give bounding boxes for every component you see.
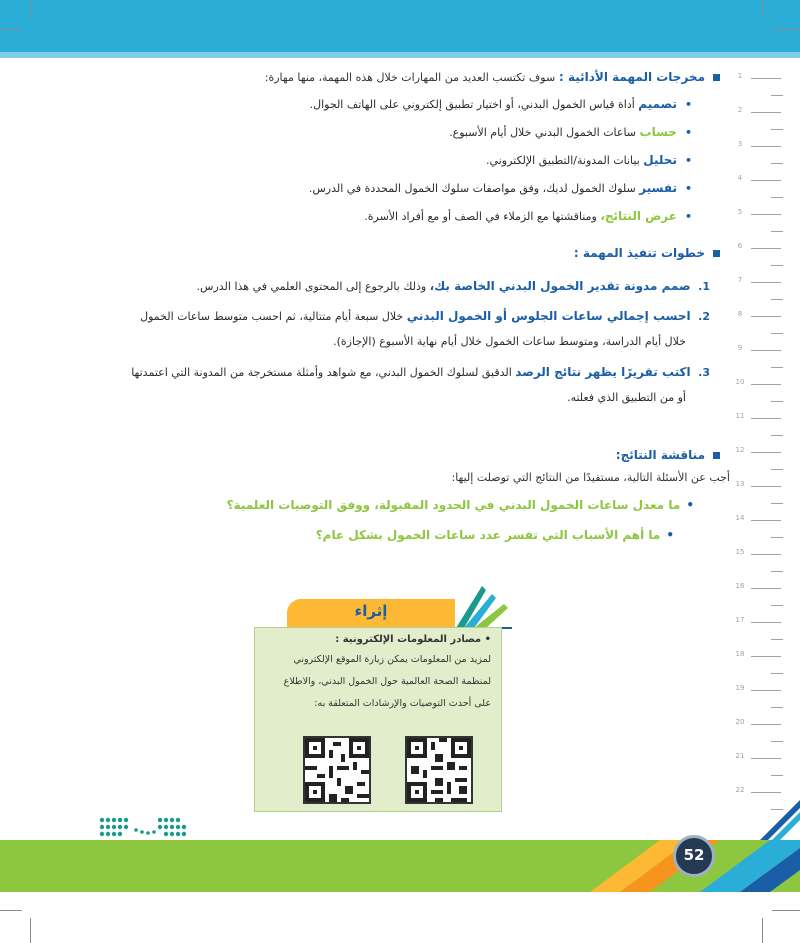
question-text: ما معدل ساعات الخمول البدني في الحدود المقبولة، ووفق التوصيات العلمية؟ [226,498,681,512]
ruler-number: 5 [737,208,743,216]
list-item [309,180,692,197]
list-item-text: ساعات الخمول البدني خلال أيام الأسبوع. [449,126,637,139]
enrichment-tab [287,599,455,627]
ruler-tick [751,724,781,725]
ruler-tick [771,401,783,402]
step-text: وذلك بالرجوع إلى المحتوى العلمي في هذا الدرس. [196,280,427,293]
ruler-tick [751,214,781,215]
ruler-tick [751,486,781,487]
enrichment-box [254,627,502,812]
bullet-icon: • [684,210,692,223]
crop-mark [762,918,763,943]
ruler-tick [751,622,781,623]
enrichment-text-line: لمنظمة الصحة العالمية حول الخمول البدني، والاطلاع [283,676,491,687]
page-number-badge [673,835,715,877]
ruler-number: 20 [735,718,745,726]
ruler-tick [751,248,781,249]
side-ruler [733,58,800,838]
ruler-tick [751,78,781,79]
qr-pattern [305,738,369,802]
discussion-heading [616,446,720,464]
list-item-text: سلوك الخمول لديك، وفق مواصفات سلوك الخمول المحددة في الدرس. [308,182,636,195]
qr-code-icon[interactable] [405,736,473,804]
ruler-tick [771,265,783,266]
ruler-tick [771,299,783,300]
ruler-tick [751,146,781,147]
list-item-text: بيانات المدونة/التطبيق الإلكتروني. [486,154,640,167]
ruler-number: 13 [735,480,745,488]
ruler-tick [771,95,783,96]
list-item [227,498,694,512]
ruler-tick [771,775,783,776]
bullet-icon: • [684,98,692,111]
ruler-tick [771,163,783,164]
ruler-tick [771,571,783,572]
outputs-heading [265,68,720,87]
ruler-number: 12 [735,446,745,454]
steps-heading [574,244,720,262]
ruler-number: 10 [735,378,745,386]
ruler-tick [751,350,781,351]
ruler-tick [771,197,783,198]
ruler-tick [771,469,783,470]
enrichment-title: إثراء [354,602,388,620]
ruler-tick [751,588,781,589]
ruler-tick [771,503,783,504]
crop-mark [772,910,800,911]
page-number: 52 [683,846,705,864]
step-keyword: صمم مدونة تقدير الخمول البدني الخاصة بك، [429,279,691,293]
ruler-tick [771,537,783,538]
ruler-number: 18 [735,650,745,658]
step-number: 2. [698,310,710,323]
discussion-intro-line [451,468,730,487]
crop-mark [0,910,22,911]
ruler-tick [771,333,783,334]
discussion-intro: أجب عن الأسئلة التالية، مستفيدًا من النتائج التي توصلت إليها: [451,471,730,484]
ruler-number: 22 [735,786,745,794]
step-text: الدقيق لسلوك الخمول البدني، مع شواهد وأمثلة مستخرجة من المدونة التي اعتمدتها [131,366,512,379]
list-item-keyword: تحليل [643,153,677,167]
crop-mark [772,28,800,29]
list-item-keyword: تصميم [638,97,677,111]
ruler-tick [751,554,781,555]
outputs-intro: سوف تكتسب العديد من المهارات خلال هذه المهمة، منها مهارة: [264,71,556,84]
ruler-tick [771,435,783,436]
ruler-number: 2 [737,106,743,114]
ruler-tick [771,707,783,708]
step-number: 3. [698,366,710,379]
book-icon [452,580,514,630]
bullet-icon: • [684,182,692,195]
ruler-tick [771,129,783,130]
qr-pattern [407,738,471,802]
list-item [316,528,674,542]
ruler-tick [771,673,783,674]
step-keyword: احسب إجمالي ساعات الجلوس أو الخمول البدني [406,309,691,323]
square-bullet-icon [713,250,720,257]
ruler-number: 21 [735,752,745,760]
step-number: 1. [698,280,710,293]
list-item-text: أداة قياس الخمول البدني، أو اختيار تطبيق إلكتروني على الهاتف الجوال. [309,98,635,111]
list-item-keyword: حساب [639,125,677,139]
ruler-tick [771,367,783,368]
ruler-tick [771,605,783,606]
ruler-number: 11 [735,412,745,420]
ruler-number: 8 [737,310,743,318]
ruler-tick [771,231,783,232]
corner-stripes [760,800,800,840]
ruler-tick [751,792,781,793]
bullet-icon: • [686,498,694,512]
ruler-tick [751,282,781,283]
ruler-number: 9 [737,344,743,352]
ruler-tick [751,316,781,317]
question-text: ما أهم الأسباب التي تفسر عدد ساعات الخمول بشكل عام؟ [315,528,661,542]
top-header-shade [0,52,800,58]
ruler-number: 17 [735,616,745,624]
list-item [197,278,710,295]
square-bullet-icon [713,452,720,459]
step-continuation: أو من التطبيق الذي فعلته. [567,391,686,404]
crop-mark [762,0,763,18]
ruler-tick [751,758,781,759]
step-keyword: اكتب تقريرًا يظهر نتائج الرصد [515,365,691,379]
ruler-number: 16 [735,582,745,590]
enrichment-text-line: على أحدث التوصيات والإرشادات المتعلقة به: [314,698,491,709]
ruler-number: 1 [737,72,743,80]
ruler-tick [751,112,781,113]
list-item-keyword: عرض النتائج، [600,209,677,223]
list-item [131,364,710,381]
list-item-text: ومناقشتها مع الزملاء في الصف أو مع أفراد الأسرة. [364,210,597,223]
list-item [310,96,692,113]
outputs-title: مخرجات المهمة الأدائية : [559,70,705,84]
ruler-tick [751,656,781,657]
ruler-tick [751,180,781,181]
top-header-bar [0,0,800,52]
crop-mark [0,28,22,29]
ruler-number: 14 [735,514,745,522]
step-continuation: خلال أيام الدراسة، ومتوسط ساعات الخمول خلال أيام نهاية الأسبوع (الإجازة). [333,335,686,348]
ruler-tick [751,384,781,385]
discussion-title: مناقشة النتائج: [615,448,705,462]
ruler-number: 4 [737,174,743,182]
bullet-icon: • [684,154,692,167]
bullet-icon: • [666,528,674,542]
list-item [486,152,692,169]
list-item-keyword: تفسير [639,181,677,195]
ruler-number: 15 [735,548,745,556]
ruler-number: 7 [737,276,743,284]
crop-mark [30,0,31,18]
list-item [364,208,692,225]
ruler-tick [751,520,781,521]
list-item [140,308,710,325]
ruler-number: 6 [737,242,743,250]
ruler-number: 19 [735,684,745,692]
square-bullet-icon [713,74,720,81]
enrichment-heading: • مصادر المعلومات الإلكترونية : [335,634,491,645]
ruler-tick [751,452,781,453]
crop-mark [30,918,31,943]
ruler-tick [751,690,781,691]
list-item [449,124,692,141]
steps-title: خطوات تنفيذ المهمة : [573,246,705,260]
ruler-tick [771,741,783,742]
ruler-number: 3 [737,140,743,148]
bullet-icon: • [684,126,692,139]
qr-code-icon[interactable] [303,736,371,804]
enrichment-text-line: لمزيد من المعلومات يمكن زيارة الموقع الإلكتروني [293,654,491,665]
step-text: خلال سبعة أيام متتالية، ثم احسب متوسط ساعات الخمول [140,310,404,323]
ruler-tick [771,639,783,640]
ruler-tick [751,418,781,419]
